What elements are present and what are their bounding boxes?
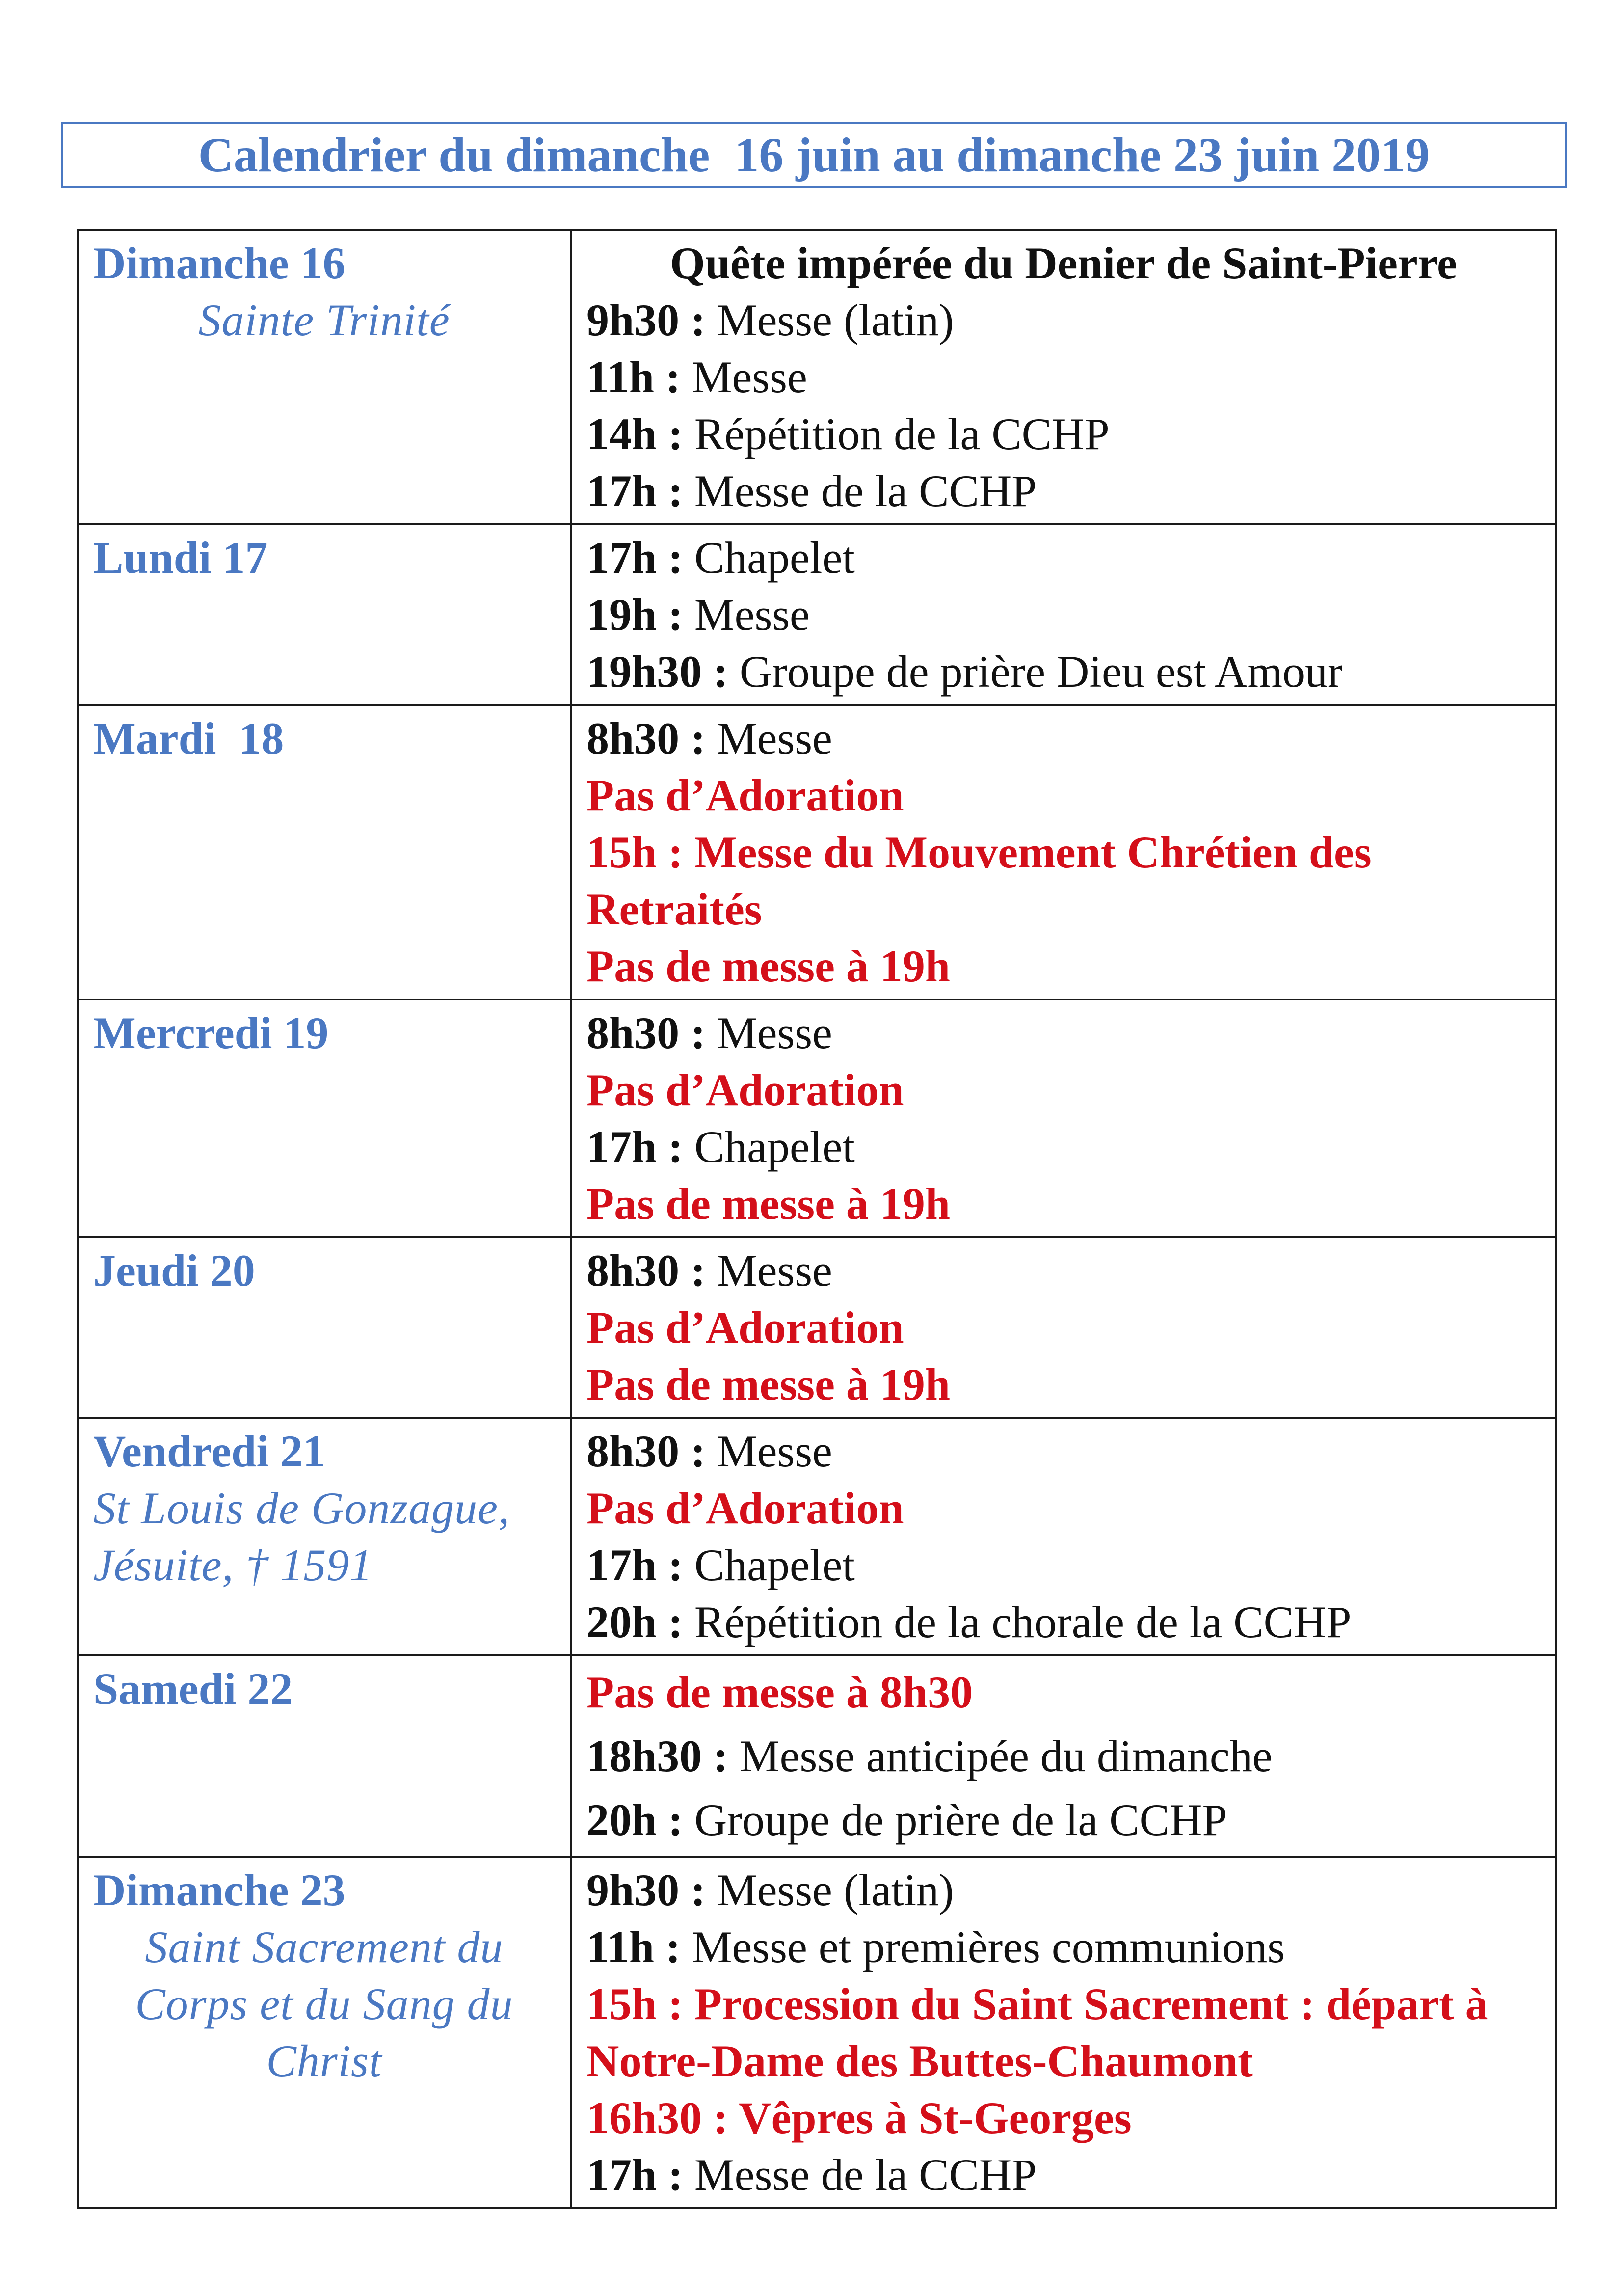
event-time: 8h30 :	[586, 1245, 706, 1296]
events-cell	[571, 705, 1556, 999]
event-line	[586, 1242, 1555, 1299]
special-notice: 15h : Procession du Saint Sacrement : départ à Notre-Dame des Buttes-Chaumont	[586, 1979, 1488, 2086]
event-description: Messe de la CCHP	[683, 466, 1037, 516]
special-notice: Pas de messe à 19h	[586, 1179, 951, 1229]
special-notice: Pas d’Adoration	[586, 1302, 904, 1352]
event-time: 17h :	[586, 466, 683, 516]
special-notice: Pas d’Adoration	[586, 1065, 904, 1115]
event-line	[586, 1004, 1555, 1061]
event-time: 9h30 :	[586, 1865, 706, 1915]
event-description: Groupe de prière de la CCHP	[683, 1795, 1227, 1845]
day-cell	[78, 1857, 571, 2208]
day-cell	[78, 230, 571, 524]
day-name: Mardi 18	[93, 713, 284, 763]
event-description: Chapelet	[683, 533, 855, 583]
day-name: Lundi 17	[93, 533, 268, 583]
events-cell	[571, 1857, 1556, 2208]
schedule-row	[78, 230, 1556, 524]
event-description: Messe anticipée du dimanche	[728, 1731, 1273, 1781]
event-time: 20h :	[586, 1597, 683, 1647]
event-time: 9h30 :	[586, 295, 706, 345]
event-time: 17h :	[586, 1122, 683, 1172]
event-description: Groupe de prière Dieu est Amour	[728, 647, 1343, 697]
day-cell	[78, 1655, 571, 1857]
event-line	[586, 1788, 1555, 1852]
schedule-table	[77, 229, 1557, 2209]
event-line	[586, 462, 1555, 519]
event-line	[586, 1537, 1555, 1594]
event-line	[586, 1862, 1555, 1918]
events-cell	[571, 230, 1556, 524]
event-description: Messe et premières communions	[680, 1922, 1285, 1972]
schedule-row	[78, 524, 1556, 705]
event-line	[586, 1118, 1555, 1175]
event-time: 11h :	[586, 1922, 681, 1972]
feast-label: Corps et du Sang du	[135, 1979, 513, 2029]
day-name: Samedi 22	[93, 1664, 293, 1714]
events-cell	[571, 524, 1556, 705]
event-description: Messe	[705, 1245, 832, 1296]
event-line	[586, 405, 1555, 462]
event-description: Chapelet	[683, 1122, 855, 1172]
events-cell	[571, 999, 1556, 1237]
event-line	[586, 529, 1555, 586]
schedule-row	[78, 1857, 1556, 2208]
event-description: Messe	[705, 713, 832, 763]
feast-label: Jésuite, † 1591	[93, 1540, 373, 1590]
event-time: 20h :	[586, 1795, 683, 1845]
event-line	[586, 1918, 1555, 1975]
event-line	[586, 292, 1555, 349]
event-description: Répétition de la chorale de la CCHP	[683, 1597, 1352, 1647]
day-name: Mercredi 19	[93, 1008, 329, 1058]
events-cell	[571, 1418, 1556, 1655]
event-line	[586, 586, 1555, 643]
special-notice: Pas de messe à 8h30	[586, 1667, 973, 1717]
event-description: Messe	[680, 352, 807, 402]
event-time: 8h30 :	[586, 1426, 706, 1476]
collection-notice: Quête impérée du Denier de Saint-Pierre	[670, 238, 1457, 288]
event-description: Messe	[683, 590, 810, 640]
event-time: 17h :	[586, 2150, 683, 2200]
event-line	[586, 1724, 1555, 1788]
event-line	[586, 349, 1555, 405]
special-notice: Pas de messe à 19h	[586, 941, 951, 991]
event-time: 8h30 :	[586, 713, 706, 763]
feast-label: Saint Sacrement du	[145, 1922, 504, 1972]
special-notice: Pas d’Adoration	[586, 770, 904, 820]
day-name: Vendredi 21	[93, 1426, 325, 1476]
schedule-row	[78, 705, 1556, 999]
schedule-row	[78, 1655, 1556, 1857]
event-description: Messe (latin)	[705, 1865, 954, 1915]
day-cell	[78, 524, 571, 705]
event-description: Messe	[705, 1426, 832, 1476]
event-description: Messe	[705, 1008, 832, 1058]
event-time: 11h :	[586, 352, 681, 402]
special-notice: 16h30 : Vêpres à St-Georges	[586, 2093, 1132, 2143]
events-cell	[571, 1237, 1556, 1418]
event-time: 19h30 :	[586, 647, 728, 697]
event-description: Messe (latin)	[705, 295, 954, 345]
page-title: Calendrier du dimanche 16 juin au dimanche 23 juin 2019	[198, 128, 1430, 182]
feast-label: St Louis de Gonzague,	[93, 1483, 510, 1533]
feast-label: Christ	[266, 2036, 382, 2086]
event-time: 17h :	[586, 533, 683, 583]
event-line	[586, 1594, 1555, 1650]
events-cell	[571, 1655, 1556, 1857]
event-description: Messe de la CCHP	[683, 2150, 1037, 2200]
special-notice: Pas d’Adoration	[586, 1483, 904, 1533]
event-description: Chapelet	[683, 1540, 855, 1590]
event-time: 8h30 :	[586, 1008, 706, 1058]
schedule-row	[78, 1237, 1556, 1418]
day-cell	[78, 1237, 571, 1418]
special-notice: 15h : Messe du Mouvement Chrétien des Retraités	[586, 827, 1372, 934]
special-notice: Pas de messe à 19h	[586, 1359, 951, 1409]
event-line	[586, 2146, 1555, 2203]
event-line	[586, 710, 1555, 767]
day-cell	[78, 1418, 571, 1655]
event-time: 19h :	[586, 590, 683, 640]
day-cell	[78, 999, 571, 1237]
day-name: Dimanche 16	[93, 238, 346, 288]
day-name: Jeudi 20	[93, 1245, 255, 1296]
event-time: 18h30 :	[586, 1731, 728, 1781]
event-time: 14h :	[586, 409, 683, 459]
feast-label: Sainte Trinité	[198, 295, 450, 345]
day-cell	[78, 705, 571, 999]
day-name: Dimanche 23	[93, 1865, 346, 1915]
schedule-row	[78, 999, 1556, 1237]
schedule-row	[78, 1418, 1556, 1655]
schedule-body	[78, 230, 1556, 2208]
title-box	[61, 122, 1567, 188]
event-line	[586, 643, 1555, 700]
event-description: Répétition de la CCHP	[683, 409, 1110, 459]
event-time: 17h :	[586, 1540, 683, 1590]
event-line	[586, 1423, 1555, 1480]
